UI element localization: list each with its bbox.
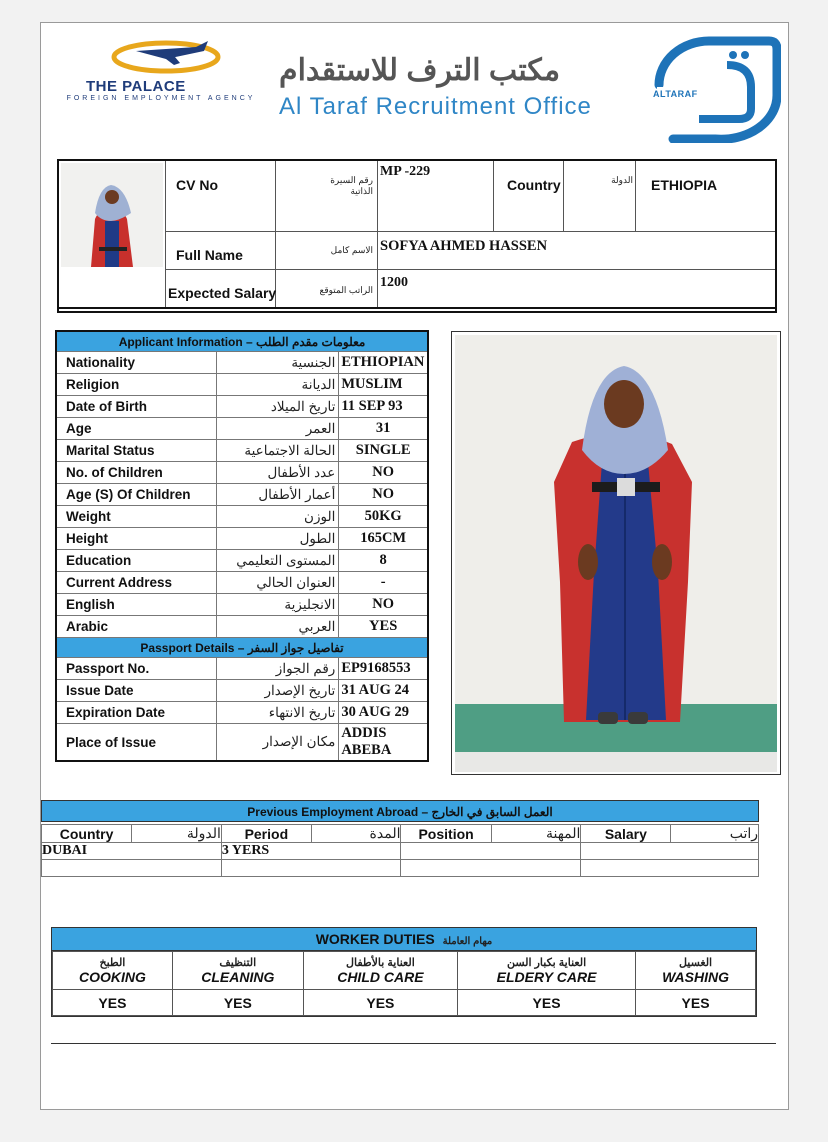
duty-value: YES	[53, 990, 173, 1016]
duty-name: CHILD CARE	[337, 969, 424, 985]
row-label-ar: مكان الإصدار	[216, 724, 339, 762]
emp-period-label-ar: المدة	[311, 825, 401, 843]
emp-country-cell	[42, 860, 222, 877]
row-value: 8	[339, 550, 428, 572]
office-name-english: Al Taraf Recruitment Office	[279, 93, 592, 120]
row-value: NO	[339, 484, 428, 506]
table-row	[56, 724, 428, 762]
row-label: Place of Issue	[56, 724, 216, 762]
table-row	[56, 702, 428, 724]
emp-period-cell	[221, 860, 401, 877]
emp-position-label-ar: المهنة	[491, 825, 581, 843]
row-label-ar: العربي	[216, 616, 339, 638]
row-label-ar: رقم الجواز	[216, 658, 339, 680]
cv-no-label-ar: رقم السيرة الذاتية	[330, 175, 373, 196]
duty-name: CLEANING	[201, 969, 275, 985]
previous-employment-table	[41, 824, 759, 877]
cv-no-label: CV No	[176, 177, 218, 193]
country-label: Country	[507, 177, 561, 193]
row-label-ar: الجنسية	[216, 352, 339, 374]
row-label-ar: الطول	[216, 528, 339, 550]
duty-name-cell	[172, 952, 303, 990]
row-value: YES	[339, 616, 428, 638]
full-name-label: Full Name	[176, 247, 243, 263]
row-value: 11 SEP 93	[339, 396, 428, 418]
applicant-info-header	[56, 331, 428, 352]
table-row	[56, 572, 428, 594]
duty-name: WASHING	[662, 969, 729, 985]
emp-period-label: Period	[221, 825, 311, 843]
emp-position-cell	[401, 860, 581, 877]
passport-details-header	[56, 638, 428, 658]
row-label-ar: عدد الأطفال	[216, 462, 339, 484]
row-label: Weight	[56, 506, 216, 528]
row-label-ar: تاريخ الانتهاء	[216, 702, 339, 724]
duty-value: YES	[636, 990, 756, 1016]
row-label: Date of Birth	[56, 396, 216, 418]
row-label: Age	[56, 418, 216, 440]
row-label: Religion	[56, 374, 216, 396]
duty-name-cell	[53, 952, 173, 990]
row-value: NO	[339, 594, 428, 616]
duty-values-row	[53, 990, 756, 1016]
row-label: Height	[56, 528, 216, 550]
palace-logo-title: THE PALACE	[86, 78, 186, 95]
table-row	[56, 594, 428, 616]
row-label: No. of Children	[56, 462, 216, 484]
row-value: EP9168553	[339, 658, 428, 680]
altaraf-logo	[649, 35, 781, 143]
duty-value: YES	[303, 990, 457, 1016]
emp-salary-cell	[581, 860, 759, 877]
salary-value: 1200	[380, 275, 408, 290]
row-label: English	[56, 594, 216, 616]
worker-duties-header: WORKER DUTIES مهام العاملة	[52, 928, 756, 951]
altaraf-logo-text: ALTARAF	[653, 89, 698, 99]
emp-position-cell	[401, 843, 581, 860]
cv-page	[40, 22, 789, 1110]
row-value: 31 AUG 24	[339, 680, 428, 702]
emp-position-label: Position	[401, 825, 491, 843]
country-value: ETHIOPIA	[651, 177, 718, 193]
table-row	[42, 843, 759, 860]
duty-name-ar: الغسيل	[678, 957, 713, 969]
full-name-value: SOFYA AHMED HASSEN	[380, 238, 548, 254]
row-value: MUSLIM	[339, 374, 428, 396]
palace-logo-subtitle: FOREIGN EMPLOYMENT AGENCY	[66, 95, 256, 102]
emp-country-cell: DUBAI	[42, 843, 222, 860]
row-value: NO	[339, 462, 428, 484]
row-label-ar: العمر	[216, 418, 339, 440]
salary-label: Expected Salary	[168, 285, 277, 301]
emp-salary-cell	[581, 843, 759, 860]
table-row	[56, 680, 428, 702]
row-label: Passport No.	[56, 658, 216, 680]
table-row	[56, 550, 428, 572]
table-row	[56, 658, 428, 680]
applicant-info-header-label: Applicant Information – معلومات مقدم الطلب	[56, 331, 428, 352]
table-row	[56, 462, 428, 484]
table-row	[56, 418, 428, 440]
emp-period-cell: 3 YERS	[221, 843, 401, 860]
row-label-ar: الانجليزية	[216, 594, 339, 616]
row-label-ar: الديانة	[216, 374, 339, 396]
row-label: Education	[56, 550, 216, 572]
duty-names-row	[53, 952, 756, 990]
row-label: Marital Status	[56, 440, 216, 462]
row-label: Current Address	[56, 572, 216, 594]
duty-name-ar: العناية بكبار السن	[506, 957, 587, 969]
duty-name-ar: العناية بالأطفال	[346, 957, 415, 969]
applicant-thumbnail	[61, 163, 163, 267]
table-row	[56, 506, 428, 528]
palace-logo	[96, 33, 236, 79]
row-label: Age (S) Of Children	[56, 484, 216, 506]
table-row	[42, 860, 759, 877]
table-row	[56, 396, 428, 418]
salary-label-ar: الراتب المتوقع	[319, 285, 373, 295]
duty-name-cell	[458, 952, 636, 990]
cv-no-value: MP -229	[380, 164, 431, 179]
emp-salary-label-ar: راتب	[671, 825, 759, 843]
row-label-ar: الحالة الاجتماعية	[216, 440, 339, 462]
emp-country-label: Country	[42, 825, 132, 843]
row-label: Nationality	[56, 352, 216, 374]
row-value: -	[339, 572, 428, 594]
employment-header-row	[42, 825, 759, 843]
table-row	[56, 484, 428, 506]
emp-country-label-ar: الدولة	[132, 825, 222, 843]
row-value: 31	[339, 418, 428, 440]
duty-value: YES	[458, 990, 636, 1016]
passport-details-header-label: Passport Details – تفاصيل جواز السفر	[56, 638, 428, 658]
row-label-ar: تاريخ الميلاد	[216, 396, 339, 418]
duty-name-ar: التنظيف	[219, 957, 257, 969]
table-row	[56, 352, 428, 374]
row-label: Arabic	[56, 616, 216, 638]
worker-duties-table	[52, 951, 756, 1016]
duty-name-cell	[303, 952, 457, 990]
table-row	[56, 528, 428, 550]
row-label: Issue Date	[56, 680, 216, 702]
row-value: 50KG	[339, 506, 428, 528]
office-name-arabic: مكتب الترف للاستقدام	[279, 54, 561, 87]
row-label-ar: الوزن	[216, 506, 339, 528]
row-value: SINGLE	[339, 440, 428, 462]
applicant-photo	[451, 331, 781, 775]
row-value: 165CM	[339, 528, 428, 550]
table-row	[56, 440, 428, 462]
full-name-label-ar: الاسم كامل	[330, 245, 373, 255]
row-label: Expiration Date	[56, 702, 216, 724]
duty-name-cell	[636, 952, 756, 990]
row-label-ar: المستوى التعليمي	[216, 550, 339, 572]
duty-name: ELDERY CARE	[496, 969, 597, 985]
row-value: ADDIS ABEBA	[339, 724, 428, 762]
table-row	[56, 374, 428, 396]
applicant-info-table	[55, 330, 429, 762]
duty-value: YES	[172, 990, 303, 1016]
row-label-ar: أعمار الأطفال	[216, 484, 339, 506]
table-row	[56, 616, 428, 638]
footer-divider	[51, 1043, 776, 1044]
duty-name-ar: الطبخ	[99, 957, 126, 969]
emp-salary-label: Salary	[581, 825, 671, 843]
worker-duties-section	[51, 927, 757, 1017]
duty-name: COOKING	[78, 969, 146, 985]
previous-employment-header: Previous Employment Abroad – العمل السابق في الخارج	[41, 800, 759, 822]
plane-emblem-icon	[96, 33, 236, 79]
cv-summary-box	[57, 159, 777, 313]
country-label-ar: الدولة	[611, 175, 633, 185]
row-label-ar: تاريخ الإصدار	[216, 680, 339, 702]
row-label-ar: العنوان الحالي	[216, 572, 339, 594]
row-value: ETHIOPIAN	[339, 352, 428, 374]
row-value: 30 AUG 29	[339, 702, 428, 724]
